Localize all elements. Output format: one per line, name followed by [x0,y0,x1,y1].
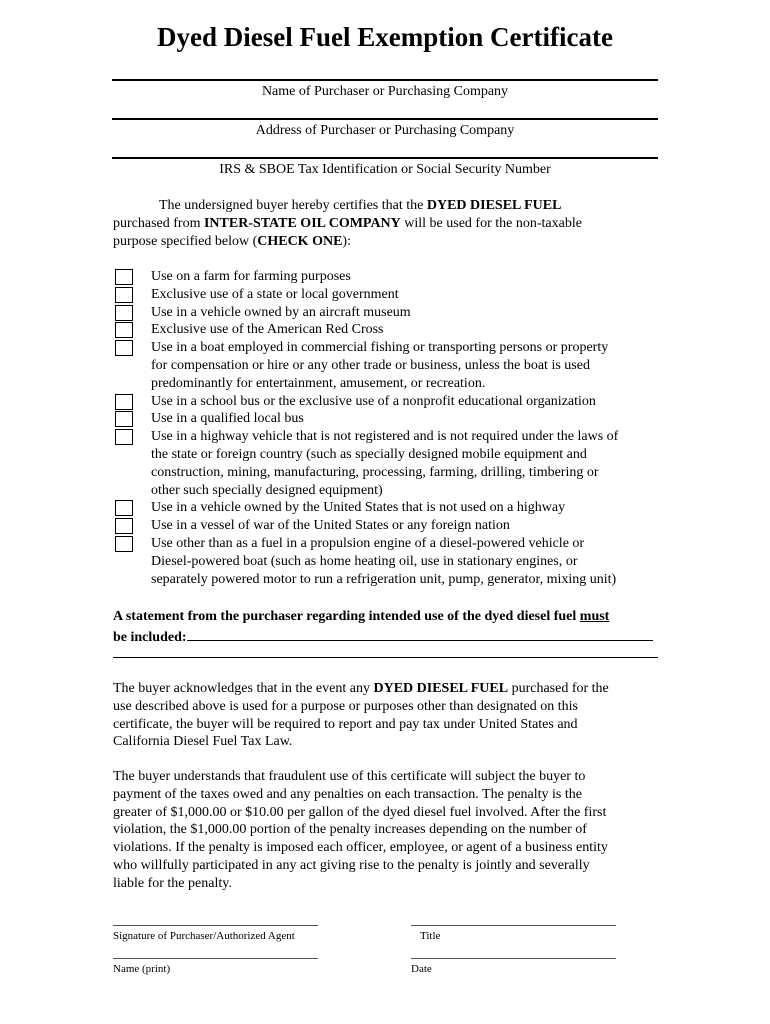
purchaser-name-field[interactable] [112,79,658,100]
option-label-line: Use on a farm for farming purposes [151,269,351,284]
acknowledgement-paragraph [113,680,659,751]
option-label [151,339,661,392]
print-name-label: Name (print) [113,963,171,975]
option-label-line: Use in a vehicle owned by an aircraft museum [151,304,411,320]
purchaser-name-line [112,79,658,81]
fraud-line: greater of $1,000.00 or $10.00 per gallon of the dyed diesel fuel involved. After the first [113,804,607,820]
option-label-line: Use in a vehicle owned by the United States that is not used on a highway [151,500,566,516]
intro-bold-company: INTER-STATE OIL COMPANY [203,215,401,231]
option-label [151,535,661,588]
option-label [151,410,661,428]
intro-text-4: purpose specified below ( [113,233,258,249]
option-checkbox[interactable] [115,500,133,516]
option-label-line: predominantly for entertainment, amusement, or recreation. [151,375,486,391]
option-checkbox[interactable] [115,269,133,285]
statement-label: be included: [113,630,187,645]
document-title: Dyed Diesel Fuel Exemption Certificate [157,22,613,52]
option-checkbox[interactable] [115,411,133,427]
option-label [151,428,661,499]
option-label-line: Use in a boat employed in commercial fishing or transporting persons or property [151,340,609,356]
title-line [411,925,616,926]
option-label-line: Exclusive use of a state or local government [151,286,399,302]
purchaser-statement [113,608,659,647]
fraud-paragraph [113,768,659,893]
purchaser-address-label: Address of Purchaser or Purchasing Company [255,123,515,138]
title-field[interactable] [411,925,616,942]
ack-line-2: use described above is used for a purpose or purposes other than designated on this [113,698,578,714]
ack-text-2: purchased for the [508,681,609,696]
purchaser-name-label: Name of Purchaser or Purchasing Company [261,84,509,99]
ack-line-4: California Diesel Fuel Tax Law. [113,734,293,750]
intro-text-2: purchased from [113,215,204,231]
option-label-line: construction, mining, manufacturing, processing, farming, drilling, timbering or [151,464,599,480]
option-label-line: Diesel-powered boat (such as home heating oil, use in stationary engines, or [151,553,578,569]
fraud-line: payment of the taxes owed and any penalties on each transaction. The penalty is the [113,786,582,802]
intro-paragraph [113,197,659,250]
option-label [151,268,661,286]
fraud-line: violation, the $1,000.00 portion of the penalty increases depending on the number of [113,822,587,838]
option-label [151,304,661,322]
fraud-line: who willfully participated in any act giving rise to the penalty is jointly and severally [113,857,590,873]
option-checkbox[interactable] [115,322,133,338]
intro-text-1: The undersigned buyer hereby certifies that the [159,198,427,213]
statement-input-line-2[interactable] [113,657,658,658]
date-label: Date [411,963,432,975]
title-label: Title [420,930,441,942]
statement-input-line[interactable] [187,626,653,641]
intro-text-5: ): [342,233,351,249]
intro-bold-fuel: DYED DIESEL FUEL [426,198,562,213]
signature-line [113,925,318,926]
statement-must: must [579,609,610,624]
print-name-field[interactable] [113,958,318,975]
ack-bold-fuel: DYED DIESEL FUEL [373,681,509,696]
option-label-line: separately powered motor to run a refrigeration unit, pump, generator, mixing unit) [151,571,617,587]
date-line [411,958,616,959]
option-label-line: Use in a vessel of war of the United States or any foreign nation [151,518,510,534]
intro-line-3 [113,233,659,251]
option-checkbox[interactable] [115,340,133,356]
option-label-line: for compensation or hire or any other trade or business, unless the boat is used [151,357,590,373]
fraud-line: The buyer understands that fraudulent use of this certificate will subject the buyer to [113,769,586,784]
option-label-line: Exclusive use of the American Red Cross [151,322,384,338]
intro-text-3: will be used for the non-taxable [400,215,582,231]
signature-label: Signature of Purchaser/Authorized Agent [113,930,295,942]
tax-id-label: IRS & SBOE Tax Identification or Social Security Number [219,162,551,177]
ack-line-3: certificate, the buyer will be required to report and pay tax under United States and [113,716,578,732]
option-label-line: Use other than as a fuel in a propulsion engine of a diesel-powered vehicle or [151,536,585,551]
intro-line-1 [113,197,659,215]
option-checkbox[interactable] [115,394,133,410]
option-checkbox[interactable] [115,305,133,321]
option-checkbox[interactable] [115,518,133,534]
statement-line-2 [113,626,659,647]
option-label [151,499,661,517]
tax-id-field[interactable] [112,157,658,178]
statement-text: A statement from the purchaser regarding intended use of the dyed diesel fuel [113,609,580,624]
option-label-line: other such specially designed equipment) [151,482,383,498]
print-name-line [113,958,318,959]
fraud-line: liable for the penalty. [113,875,232,891]
option-label-line: Use in a qualified local bus [151,411,304,427]
option-checkbox[interactable] [115,287,133,303]
fraud-line: violations. If the penalty is imposed each officer, employee, or agent of a business entity [113,840,608,856]
option-label-line: Use in a highway vehicle that is not registered and is not required under the laws of [151,429,619,445]
option-label-line: Use in a school bus or the exclusive use of a nonprofit educational organization [151,393,596,409]
purchaser-address-field[interactable] [112,118,658,139]
intro-bold-check-one: CHECK ONE [257,233,343,249]
option-label [151,321,661,339]
ack-text-1: The buyer acknowledges that in the event any [113,681,374,696]
signature-field[interactable] [113,925,318,942]
option-label [151,393,661,411]
intro-line-2 [113,215,659,233]
option-label [151,517,661,535]
ack-line-1 [113,680,659,698]
option-checkbox[interactable] [115,536,133,552]
statement-line-1 [113,608,659,626]
date-field[interactable] [411,958,616,975]
option-label-line: the state or foreign country (such as specially designed mobile equipment and [151,446,587,462]
purchaser-address-line [112,118,658,120]
tax-id-line [112,157,658,159]
option-checkbox[interactable] [115,429,133,445]
option-label [151,286,661,304]
